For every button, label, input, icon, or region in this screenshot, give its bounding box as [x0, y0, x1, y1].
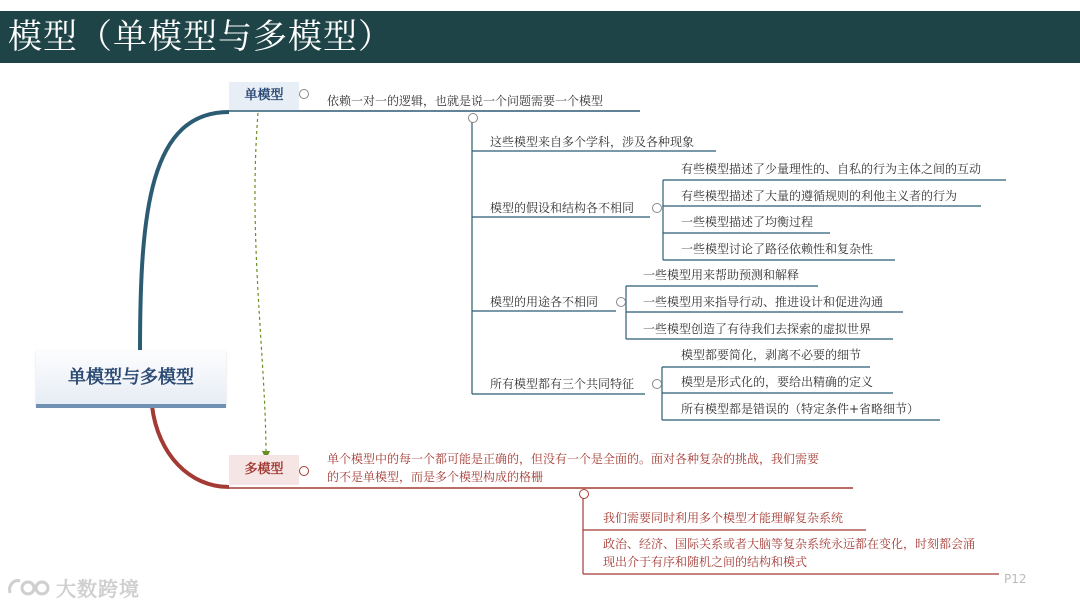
collapse-toggle-assumptions[interactable]: [652, 203, 662, 213]
multi-item-2-line2: 现出介于有序和随机之间的结构和模式: [603, 555, 808, 569]
page-title: 模型（单模型与多模型）: [8, 17, 393, 57]
relation-arrow: [255, 113, 266, 455]
root-node[interactable]: [36, 350, 226, 406]
collapse-toggle-single-desc[interactable]: [468, 113, 478, 123]
node-single-model[interactable]: [229, 82, 299, 110]
brand-logo-icon: [6, 573, 52, 601]
branch-features: 所有模型都有三个共同特征: [490, 377, 635, 391]
assumption-item-3: 一些模型描述了均衡过程: [681, 215, 814, 229]
branch-assumptions: 模型的假设和结构各不相同: [490, 201, 635, 215]
multi-desc-line1: 单个模型中的每一个都可能是正确的，但没有一个是全面的。面对各种复杂的挑战，我们需要: [327, 452, 820, 466]
collapse-toggle-multi[interactable]: [299, 466, 309, 476]
collapse-toggle-uses[interactable]: [616, 297, 626, 307]
use-item-3: 一些模型创造了有待我们去探索的虚拟世界: [643, 322, 872, 336]
use-item-1: 一些模型用来帮助预测和解释: [643, 268, 800, 282]
use-item-2: 一些模型用来指导行动、推进设计和促进沟通: [643, 295, 884, 309]
root-node-label: 单模型与多模型: [68, 367, 194, 388]
brand-logo: [6, 572, 140, 602]
root-node-underline: [36, 404, 226, 408]
feature-item-1: 模型都要简化，剥离不必要的细节: [681, 348, 862, 362]
multi-item-1: 我们需要同时利用多个模型才能理解复杂系统: [603, 511, 844, 525]
branch-uses: 模型的用途各不相同: [490, 295, 599, 309]
node-multi-model[interactable]: [229, 455, 299, 485]
page-number: P12: [1004, 572, 1027, 586]
feature-item-3: 所有模型都是错误的（特定条件+省略细节）: [681, 402, 920, 416]
brand-logo-text: 大数跨境: [56, 576, 140, 601]
multi-desc-line2: 的不是单模型，而是多个模型构成的格栅: [327, 470, 544, 484]
main-branch-red: [152, 406, 229, 487]
single-desc: 依赖一对一的逻辑，也就是说一个问题需要一个模型: [327, 94, 604, 108]
multi-item-2-line1: 政治、经济、国际关系或者大脑等复杂系统永远都在变化，时刻都会涌: [603, 537, 976, 551]
collapse-toggle-multi-desc[interactable]: [579, 489, 589, 499]
assumption-item-2: 有些模型描述了大量的遵循规则的利他主义者的行为: [681, 189, 958, 203]
assumption-item-1: 有些模型描述了少量理性的、自私的行为主体之间的互动: [681, 162, 982, 176]
node-single-model-label: 单模型: [244, 88, 284, 103]
feature-item-2: 模型是形式化的，要给出精确的定义: [681, 375, 874, 389]
main-branch-blue: [140, 112, 229, 352]
collapse-toggle-features[interactable]: [652, 379, 662, 389]
node-multi-model-label: 多模型: [244, 462, 284, 477]
assumption-item-4: 一些模型讨论了路径依赖性和复杂性: [681, 242, 874, 256]
collapse-toggle-single[interactable]: [299, 89, 309, 99]
branch-disciplines: 这些模型来自多个学科，涉及各种现象: [490, 135, 695, 149]
